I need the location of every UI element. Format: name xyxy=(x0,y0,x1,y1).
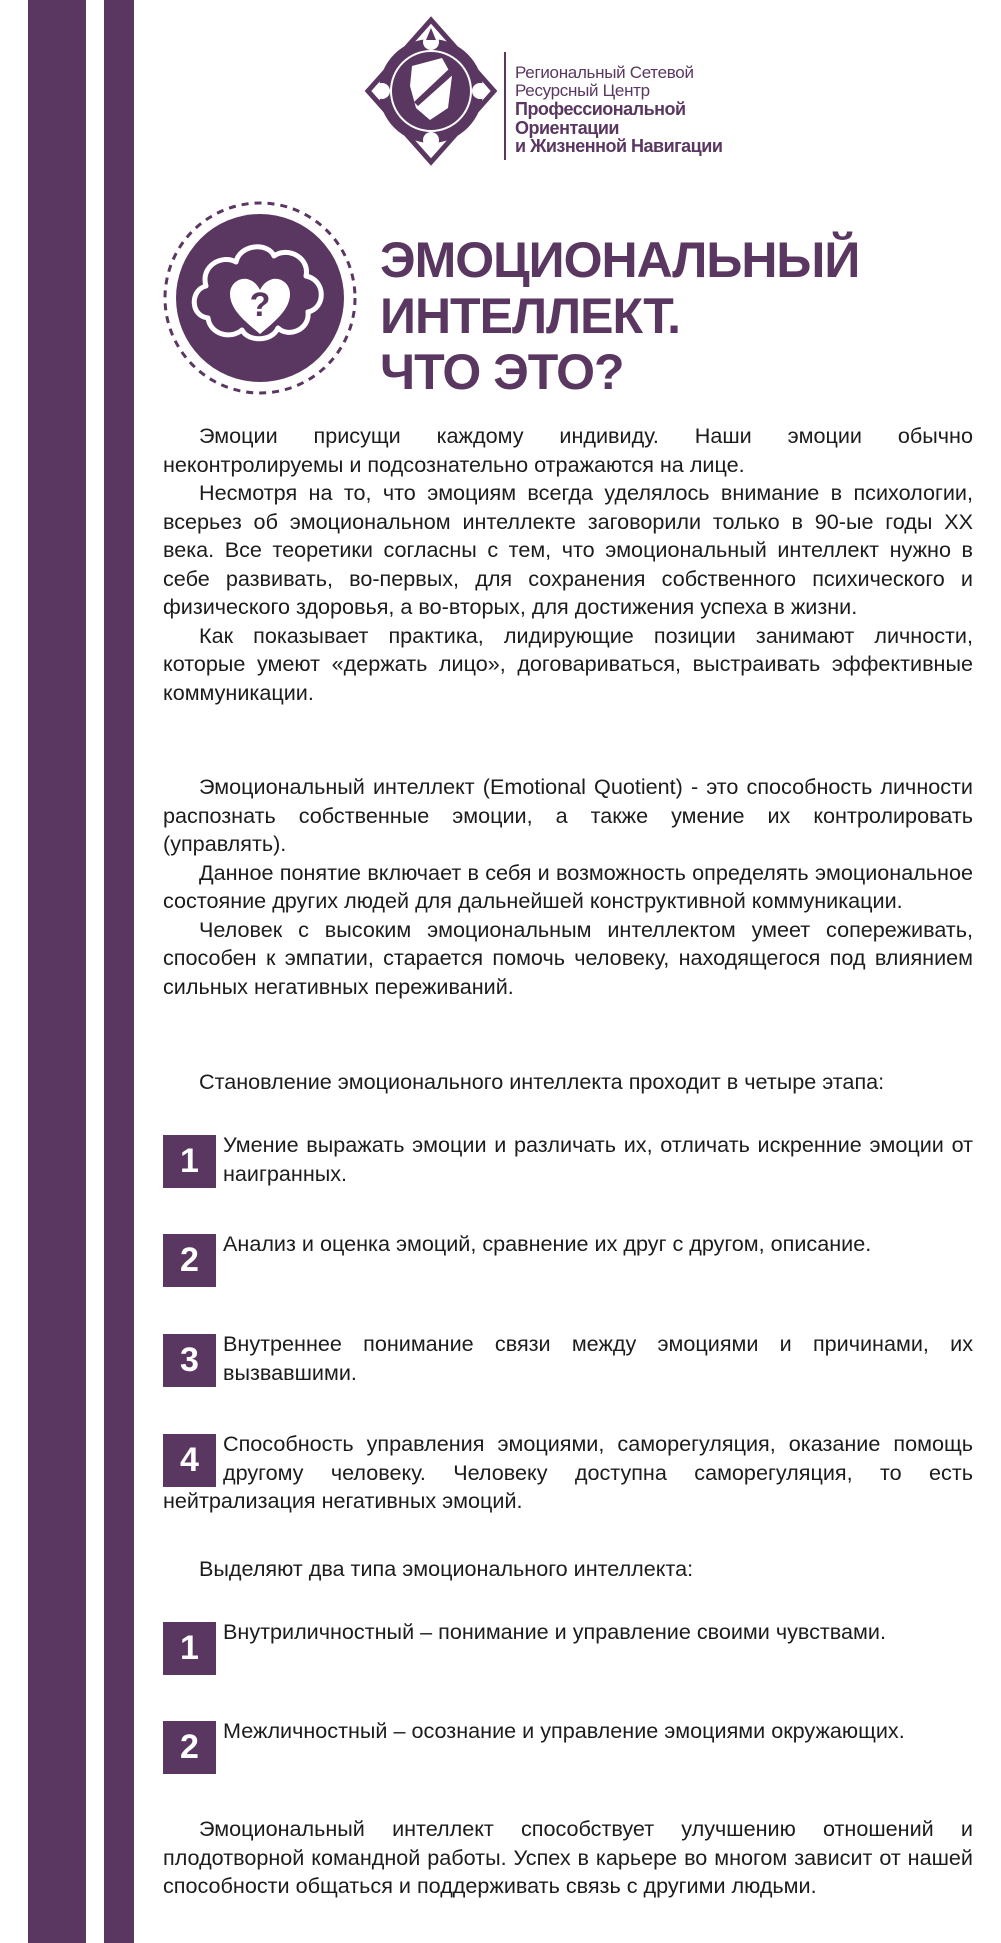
stage-number-badge: 3 xyxy=(163,1334,216,1387)
stage-text: Внутреннее понимание связи между эмоциями и причинами, их вызвавшими. xyxy=(223,1331,973,1385)
conclusion-paragraph: Эмоциональный интеллект способствует улучшению отношений и плодотворной командной работы. Успех в карьере во многом зависит от нашей способности общаться и поддерживать связь с другими людьми. xyxy=(163,1816,973,1898)
stage-item-3 xyxy=(163,1330,973,1387)
definition-paragraph-2: Данное понятие включает в себя и возможность определять эмоциональное состояние других людей для дальнейшей конструктивной коммуникации. xyxy=(163,859,973,913)
logo-line-1: Региональный Сетевой Ресурсный Центр xyxy=(515,63,694,100)
left-stripe-wide xyxy=(28,0,86,1943)
types-intro-text: Выделяют два типа эмоционального интеллекта: xyxy=(199,1556,694,1581)
title-line-1: ЭМОЦИОНАЛЬНЫЙ xyxy=(380,232,860,288)
organization-logo xyxy=(360,16,780,176)
intro-paragraph-3: Как показывает практика, лидирующие позиции занимают личности, которые умеют «держать лицо», договариваться, выстраивать эффективные коммуникации. xyxy=(163,622,973,705)
stage-number-badge: 2 xyxy=(163,1234,216,1287)
title-line-2: ИНТЕЛЛЕКТ. xyxy=(380,288,681,344)
logo-line-2: Профессиональной Ориентации xyxy=(515,98,686,138)
stage-item-1 xyxy=(163,1131,973,1188)
stages-intro-text: Становление эмоционального интеллекта проходит в четыре этапа: xyxy=(199,1069,885,1094)
logo-divider xyxy=(504,52,506,160)
type-number-badge: 1 xyxy=(163,1622,216,1675)
stage-number-badge: 4 xyxy=(163,1434,216,1487)
type-text: Внутриличностный – понимание и управление своими чувствами. xyxy=(223,1619,886,1644)
conclusion-section xyxy=(163,1815,973,1901)
stages-intro xyxy=(163,1068,973,1097)
intro-paragraph-1: Эмоции присущи каждому индивиду. Наши эмоции обычно неконтролируемы и подсознательно отражаются на лице. xyxy=(163,423,973,477)
stage-text: Умение выражать эмоции и различать их, отличать искренние эмоции от наигранных. xyxy=(223,1132,973,1186)
logo-line-3: и Жизненной Навигации xyxy=(515,136,723,157)
type-item-2 xyxy=(163,1717,973,1774)
stage-number-badge: 1 xyxy=(163,1135,216,1188)
definition-paragraph-1: Эмоциональный интеллект (Emotional Quotient) - это способность личности распознать собственные эмоции, а также умение их контролировать (управлять). xyxy=(163,774,973,856)
type-item-1 xyxy=(163,1618,973,1675)
stage-item-4 xyxy=(163,1430,973,1516)
logo-text xyxy=(515,64,780,156)
page-title xyxy=(380,232,859,400)
svg-text:?: ? xyxy=(249,286,271,324)
types-intro xyxy=(163,1555,973,1584)
brain-heart-question-icon xyxy=(160,198,360,398)
type-number-badge: 2 xyxy=(163,1721,216,1774)
intro-section xyxy=(163,422,973,707)
type-text: Межличностный – осознание и управление эмоциями окружающих. xyxy=(223,1718,905,1743)
stage-text: Анализ и оценка эмоций, сравнение их друг с другом, описание. xyxy=(223,1231,872,1256)
compass-logo-icon xyxy=(360,16,502,166)
stage-item-2 xyxy=(163,1230,973,1287)
title-line-3: ЧТО ЭТО? xyxy=(380,344,624,400)
left-stripe-narrow xyxy=(104,0,134,1943)
definition-section xyxy=(163,773,973,1001)
stage-text: Способность управления эмоциями, саморегуляция, оказание помощь другому человеку. Человеку доступна саморегуляция, то есть нейтрализация негативных эмоций. xyxy=(163,1431,973,1513)
intro-paragraph-2: Несмотря на то, что эмоциям всегда уделялось внимание в психологии, всерьез об эмоциональном интеллекте заговорили только в 90-ые годы XX века. Все теоретики согласны с тем, что эмоциональный интеллект нужно в себе развивать, во-первых, для сохранения собственного психического и физического здоровья, а во-вторых, для достижения успеха в жизни. xyxy=(163,480,973,619)
definition-paragraph-3: Человек с высоким эмоциональным интеллектом умеет сопереживать, способен к эмпатии, старается помочь человеку, находящегося под влиянием сильных негативных переживаний. xyxy=(163,916,973,999)
